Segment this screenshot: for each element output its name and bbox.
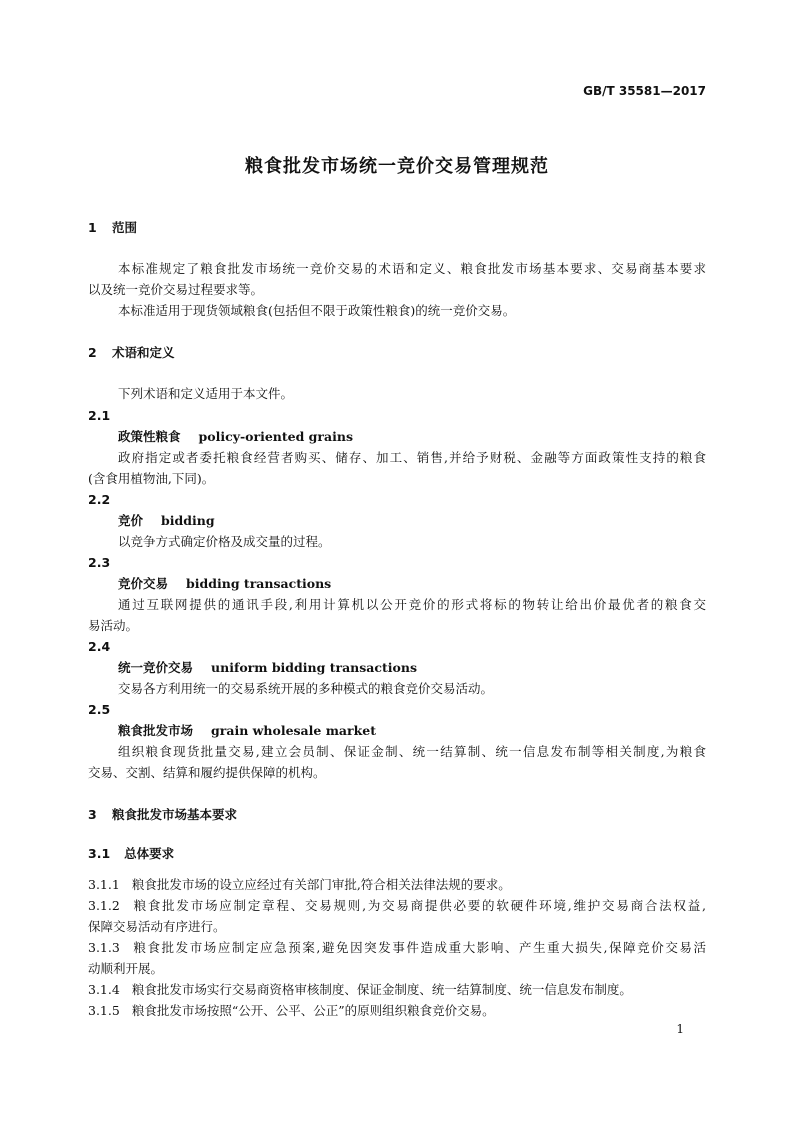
clause-3-1-3: 3.1.3 粮食批发市场应制定应急预案,避免因突发事件造成重大影响、产生重大损失,保障竞价交易活 — [88, 940, 706, 955]
section-1-paragraph-2: 本标准适用于现货领域粮食(包括但不限于政策性粮食)的统一竞价交易。 — [118, 303, 516, 318]
term-definition-line-2: 交易、交割、结算和履约提供保障的机构。 — [88, 765, 326, 780]
term-title: 竞价交易 bidding transactions — [118, 576, 332, 591]
term-title: 政策性粮食 policy-oriented grains — [118, 429, 353, 444]
term-number: 2.4 — [88, 639, 111, 654]
term-definition-line-1: 以竞争方式确定价格及成交量的过程。 — [118, 534, 331, 549]
section-1-heading: 1 范围 — [88, 220, 138, 235]
clause-3-1-5: 3.1.5 粮食批发市场按照“公开、公平、公正”的原则组织粮食竞价交易。 — [88, 1003, 495, 1018]
clause-3-1-2-line-2: 保障交易活动有序进行。 — [88, 919, 226, 934]
term-number: 2.2 — [88, 492, 111, 507]
section-1-paragraph-1-line-1: 本标准规定了粮食批发市场统一竞价交易的术语和定义、粮食批发市场基本要求、交易商基本要求 — [118, 261, 706, 276]
term-title: 竞价 bidding — [118, 513, 215, 528]
section-2-intro: 下列术语和定义适用于本文件。 — [118, 386, 294, 401]
term-definition-line-1: 通过互联网提供的通讯手段,利用计算机以公开竞价的形式将标的物转让给出价最优者的粮食交 — [118, 597, 706, 612]
subsection-3-1-heading: 3.1 总体要求 — [88, 846, 175, 861]
clause-3-1-1: 3.1.1 粮食批发市场的设立应经过有关部门审批,符合相关法律法规的要求。 — [88, 877, 511, 892]
term-number: 2.5 — [88, 702, 111, 717]
term-definition-line-2: (含食用植物油,下同)。 — [88, 471, 215, 486]
section-3-heading: 3 粮食批发市场基本要求 — [88, 807, 238, 822]
clause-3-1-4: 3.1.4 粮食批发市场实行交易商资格审核制度、保证金制度、统一结算制度、统一信息发布制度。 — [88, 982, 632, 997]
term-definition-line-1: 交易各方利用统一的交易系统开展的多种模式的粮食竞价交易活动。 — [118, 681, 494, 696]
clause-3-1-3-line-2: 动顺利开展。 — [88, 961, 164, 976]
term-definition-line-2: 易活动。 — [88, 618, 139, 633]
term-number: 2.3 — [88, 555, 111, 570]
page-number: 1 — [676, 1022, 684, 1036]
term-definition-line-1: 政府指定或者委托粮食经营者购买、储存、加工、销售,并给予财税、金融等方面政策性支持的粮食 — [118, 450, 706, 465]
term-title: 统一竞价交易 uniform bidding transactions — [118, 660, 417, 675]
standard-code: GB/T 35581—2017 — [583, 84, 706, 98]
term-title: 粮食批发市场 grain wholesale market — [118, 723, 377, 738]
term-definition-line-1: 组织粮食现货批量交易,建立会员制、保证金制、统一结算制、统一信息发布制等相关制度,为粮食 — [118, 744, 706, 759]
section-1-paragraph-1-line-2: 以及统一竞价交易过程要求等。 — [88, 282, 264, 297]
document-title: 粮食批发市场统一竞价交易管理规范 — [245, 156, 549, 177]
clause-3-1-2: 3.1.2 粮食批发市场应制定章程、交易规则,为交易商提供必要的软硬件环境,维护交易商合法权益, — [88, 898, 706, 913]
section-2-heading: 2 术语和定义 — [88, 345, 175, 360]
term-number: 2.1 — [88, 408, 111, 423]
